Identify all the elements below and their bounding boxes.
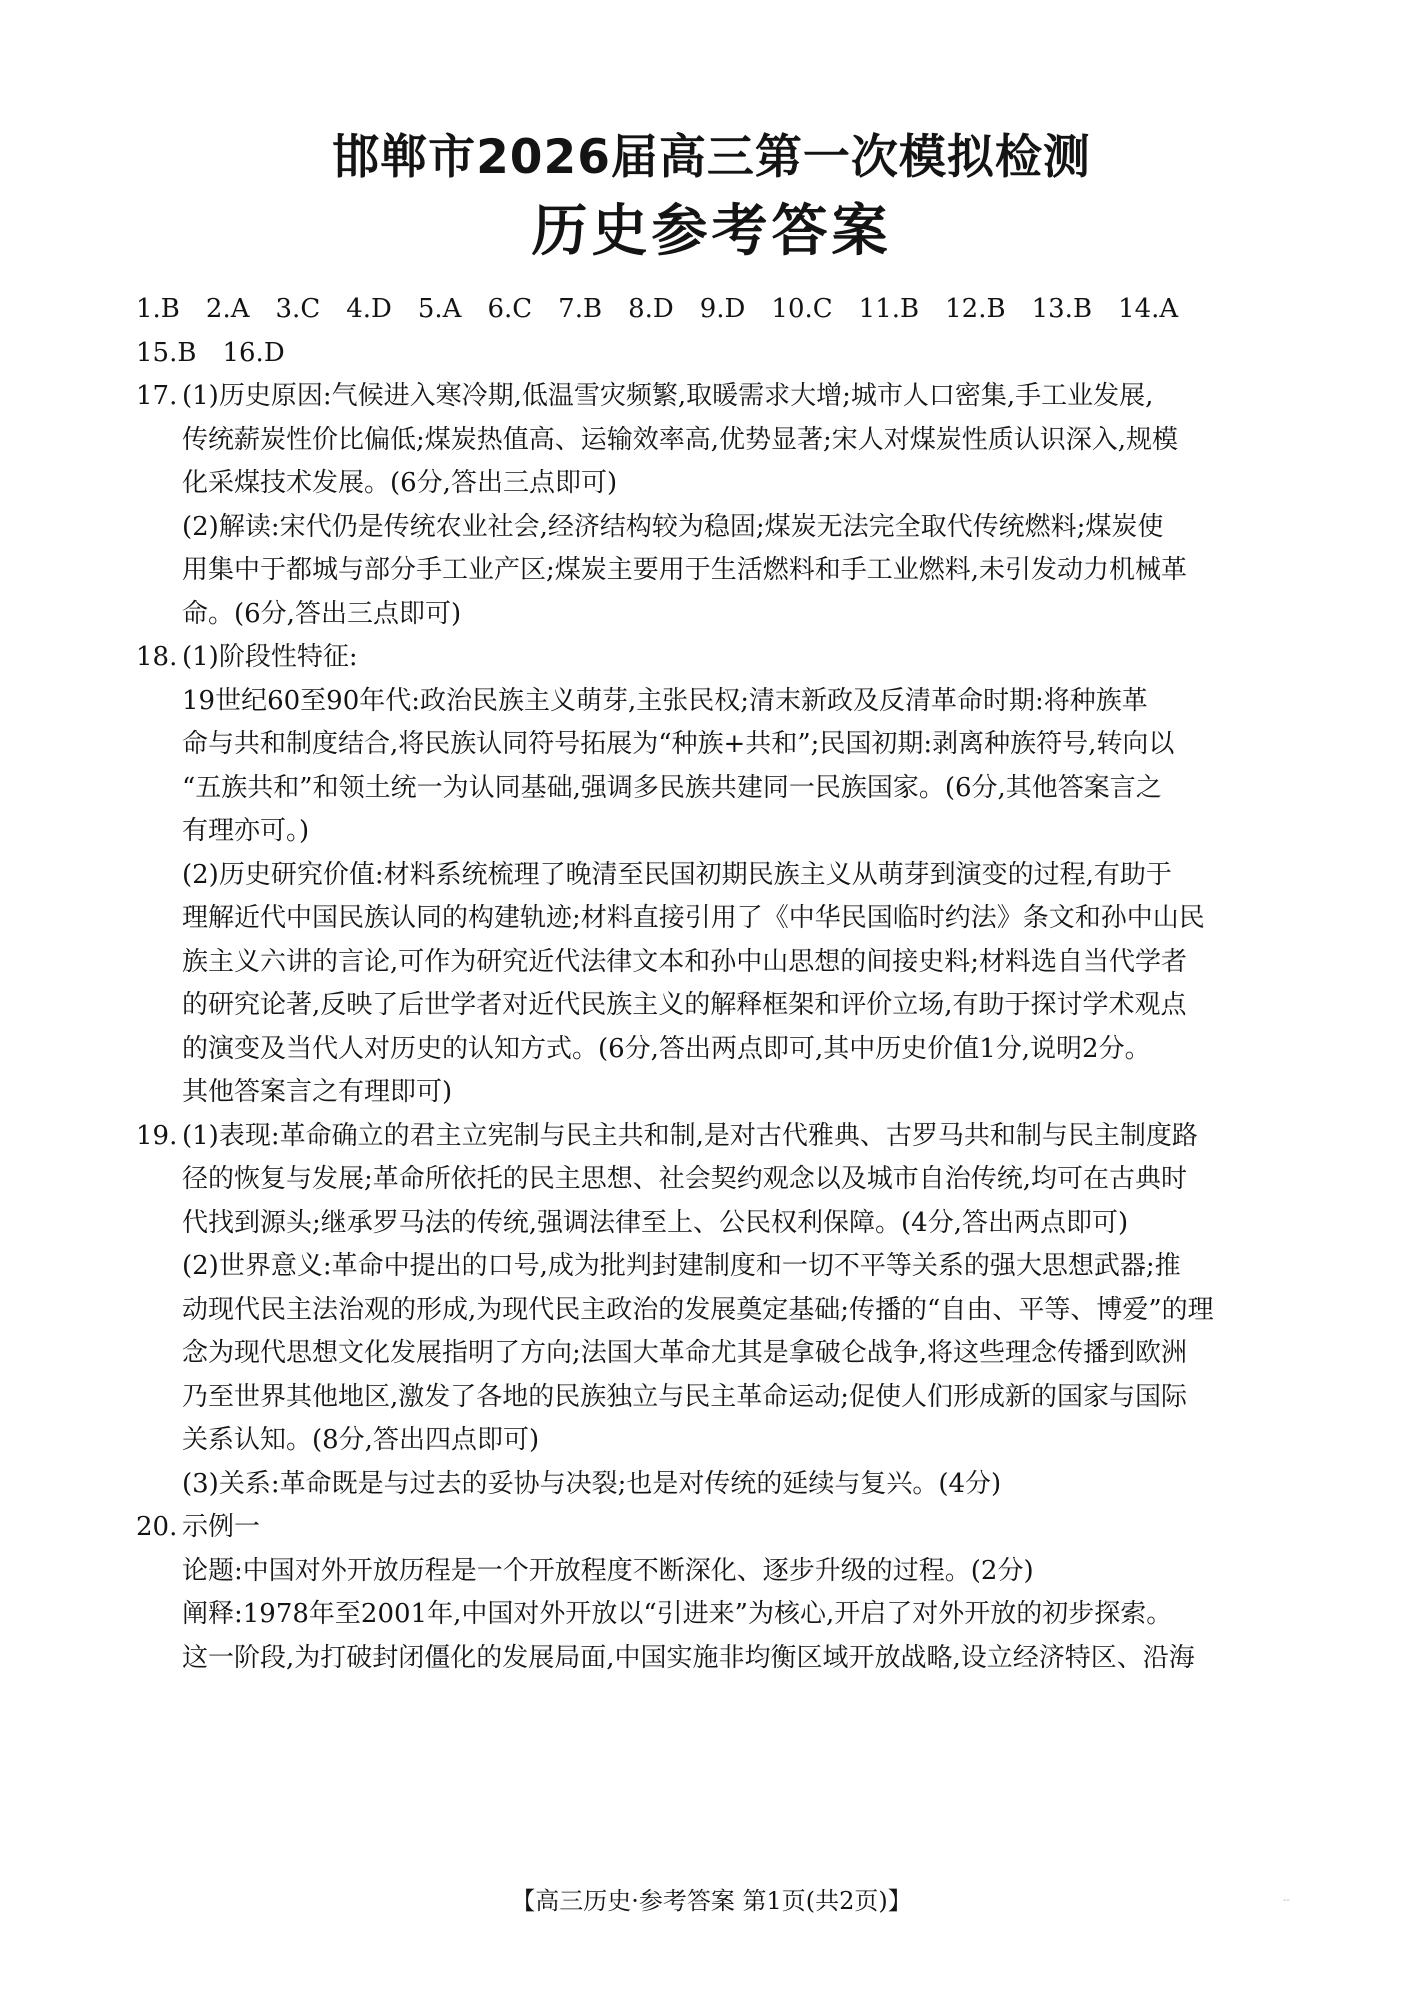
choice-answers-row-2: [136, 332, 1296, 376]
answer-line: (2)解读:宋代仍是传统农业社会,经济结构较为稳固;煤炭无法完全取代传统燃料;煤炭使: [182, 511, 1164, 542]
answer-content: [136, 288, 1296, 1680]
answer-line: 示例一: [182, 1512, 261, 1542]
answer-key-title: 历史参考答案: [531, 199, 892, 264]
question-17: [136, 375, 1296, 636]
answer-line: 理解近代中国民族认同的构建轨迹;材料直接引用了《中华民国临时约法》条文和孙中山民: [182, 903, 1205, 933]
choice-answer: 15.B: [136, 337, 197, 368]
question-20: [136, 1506, 1296, 1680]
question-19: [136, 1115, 1296, 1507]
exam-title: 邯郸市2026届高三第一次模拟检测: [332, 130, 1091, 185]
choice-answer: 11.B: [858, 294, 920, 324]
answer-line: 这一阶段,为打破封闭僵化的发展局面,中国实施非均衡区域开放战略,设立经济特区、沿海: [182, 1642, 1195, 1673]
question-number: 20.: [136, 1512, 178, 1542]
answer-line: 念为现代思想文化发展指明了方向;法国大革命尤其是拿破仑战争,将这些理念传播到欧洲: [182, 1338, 1188, 1368]
answer-line: 其他答案言之有理即可): [182, 1077, 453, 1107]
answer-line: 传统薪炭性价比偏低;煤炭热值高、运输效率高,优势显著;宋人对煤炭性质认识深入,规模: [182, 424, 1179, 455]
answer-line: 命。(6分,答出三点即可): [182, 598, 462, 629]
answer-line: 代找到源头;继承罗马法的传统,强调法律至上、公民权利保障。(4分,答出两点即可): [182, 1207, 1129, 1238]
answer-line: (2)历史研究价值:材料系统梳理了晚清至民国初期民族主义从萌芽到演变的过程,有助于: [182, 859, 1172, 890]
choice-answer: 16.D: [222, 337, 285, 368]
answer-line: 化采煤技术发展。(6分,答出三点即可): [182, 468, 618, 498]
answer-line: (2)世界意义:革命中提出的口号,成为批判封建制度和一切不平等关系的强大思想武器;推: [182, 1251, 1181, 1281]
answer-line: 径的恢复与发展;革命所依托的民主思想、社会契约观念以及城市自治传统,均可在古典时: [182, 1164, 1188, 1194]
choice-answers-row-1: [136, 288, 1296, 332]
choice-answer: 12.B: [945, 294, 1006, 324]
answer-line: (1)阶段性特征:: [182, 642, 358, 672]
question-number: 19.: [136, 1120, 178, 1151]
choice-answer: 9.D: [699, 294, 746, 324]
footer-mark: --: [1283, 1895, 1290, 1906]
choice-answer: 8.D: [628, 294, 674, 324]
choice-answer: 10.C: [771, 294, 833, 324]
answer-line: 有理亦可。): [182, 816, 310, 846]
answer-line: 乃至世界其他地区,激发了各地的民族独立与民主革命运动;促使人们形成新的国家与国际: [182, 1381, 1188, 1412]
choice-answer: 1.B: [136, 294, 180, 324]
choice-answer: 14.A: [1118, 294, 1179, 324]
choice-answer: 5.A: [417, 294, 462, 324]
choice-answer: 6.C: [487, 294, 533, 324]
answer-line: 阐释:1978年至2001年,中国对外开放以“引进来”为核心,开启了对外开放的初步探索。: [182, 1599, 1173, 1629]
answer-line: 19世纪60至90年代:政治民族主义萌芽,主张民权;清末新政及反清革命时期:将种族革: [182, 685, 1148, 716]
answer-line: (3)关系:革命既是与过去的妥协与决裂;也是对传统的延续与复兴。(4分): [182, 1468, 1002, 1499]
choice-answer: 7.B: [558, 294, 603, 324]
choice-answer: 13.B: [1031, 294, 1093, 324]
answer-line: 族主义六讲的言论,可作为研究近代法律文本和孙中山思想的间接史料;材料选自当代学者: [182, 946, 1188, 977]
choice-answer: 4.D: [346, 294, 392, 324]
page-footer: 【高三历史·参考答案 第1页(共2页)】: [511, 1887, 912, 1915]
question-18: [136, 636, 1296, 1115]
choice-answer: 2.A: [205, 294, 250, 324]
answer-line: 的演变及当代人对历史的认知方式。(6分,答出两点即可,其中历史价值1分,说明2分。: [182, 1033, 1151, 1064]
answer-line: 的研究论著,反映了后世学者对近代民族主义的解释框架和评价立场,有助于探讨学术观点: [182, 990, 1187, 1020]
question-number: 18.: [136, 642, 178, 672]
answer-line: “五族共和”和领土统一为认同基础,强调多民族共建同一民族国家。(6分,其他答案言之: [182, 772, 1162, 803]
answer-line: 命与共和制度结合,将民族认同符号拓展为“种族+共和”;民国初期:剥离种族符号,转向以: [182, 729, 1175, 759]
question-number: 17.: [136, 381, 178, 411]
answer-line: (1)表现:革命确立的君主立宪制与民主共和制,是对古代雅典、古罗马共和制与民主制度路: [182, 1120, 1198, 1151]
choice-answer: 3.C: [275, 294, 321, 324]
answer-line: (1)历史原因:气候进入寒冷期,低温雪灾频繁,取暖需求大增;城市人口密集,手工业发展,: [182, 381, 1154, 411]
answer-line: 用集中于都城与部分手工业产区;煤炭主要用于生活燃料和手工业燃料,未引发动力机械革: [182, 555, 1188, 585]
answer-line: 动现代民主法治观的形成,为现代民主政治的发展奠定基础;传播的“自由、平等、博爱”的理: [182, 1294, 1214, 1325]
answer-line: 关系认知。(8分,答出四点即可): [182, 1425, 540, 1455]
answer-line: 论题:中国对外开放历程是一个开放程度不断深化、逐步升级的过程。(2分): [182, 1555, 1034, 1586]
